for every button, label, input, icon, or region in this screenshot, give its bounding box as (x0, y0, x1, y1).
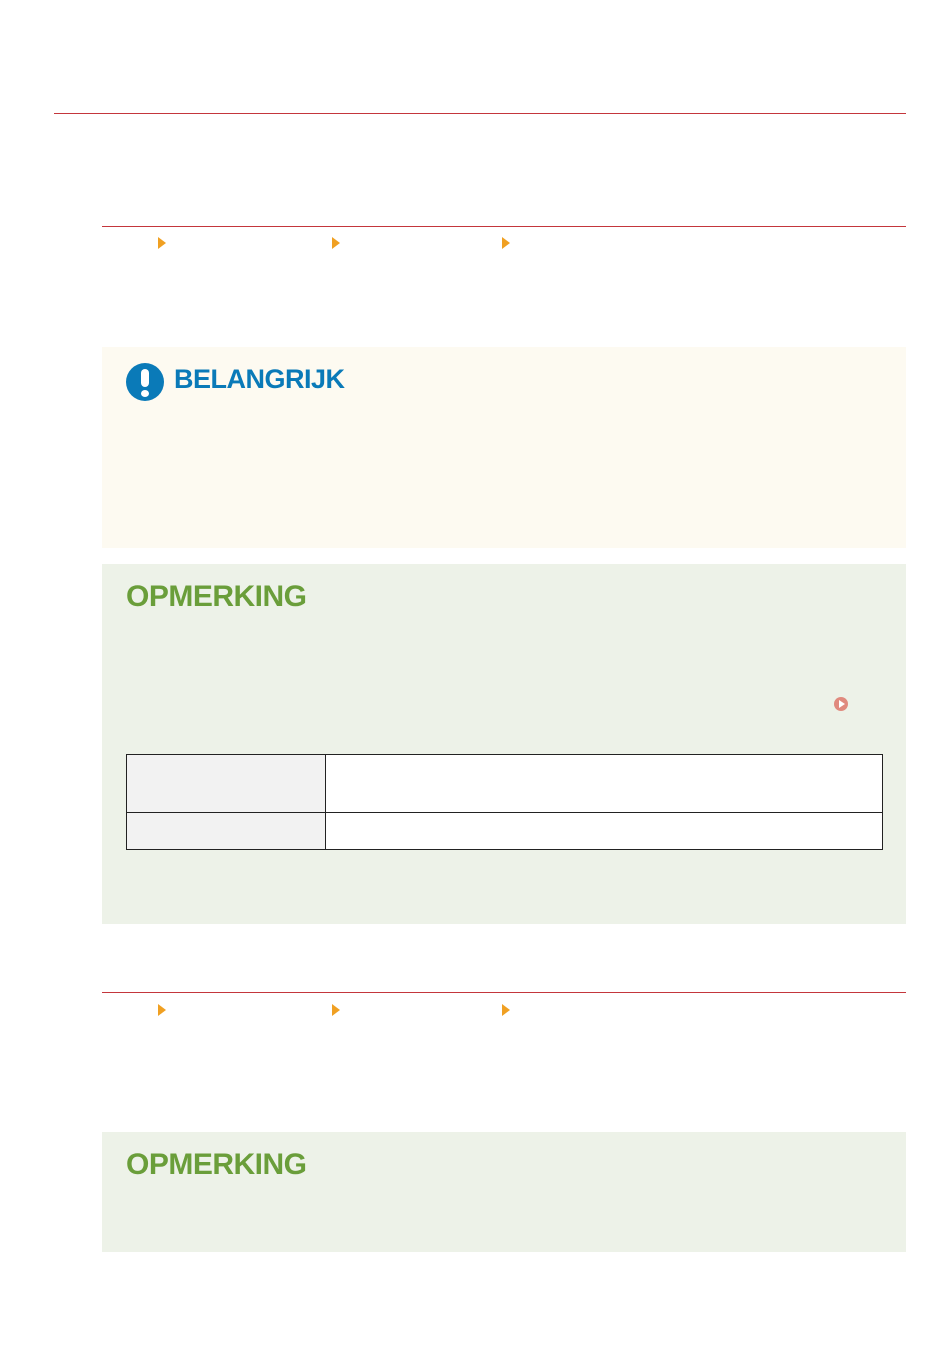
note-box (102, 564, 906, 924)
section-1-rule (102, 226, 906, 227)
important-box (102, 347, 906, 548)
section-2-rule (102, 992, 906, 993)
breadcrumb-arrow-icon (158, 237, 166, 249)
play-circle-icon[interactable] (834, 697, 848, 711)
note-title: OPMERKING (126, 580, 307, 613)
table-row (127, 813, 883, 850)
note-box (102, 1132, 906, 1252)
important-title: BELANGRIJK (174, 364, 345, 394)
breadcrumb-arrow-icon (332, 237, 340, 249)
breadcrumb-arrow-icon (332, 1004, 340, 1016)
exclamation-circle-icon (126, 363, 164, 401)
breadcrumb-arrow-icon (502, 237, 510, 249)
table-key-cell (127, 813, 326, 850)
table-value-cell (326, 813, 883, 850)
table-row (127, 755, 883, 813)
page-header-rule (54, 113, 906, 114)
note-table (126, 754, 883, 850)
table-value-cell (326, 755, 883, 813)
note-title: OPMERKING (126, 1148, 307, 1181)
breadcrumb-arrow-icon (502, 1004, 510, 1016)
breadcrumb-arrow-icon (158, 1004, 166, 1016)
table-key-cell (127, 755, 326, 813)
